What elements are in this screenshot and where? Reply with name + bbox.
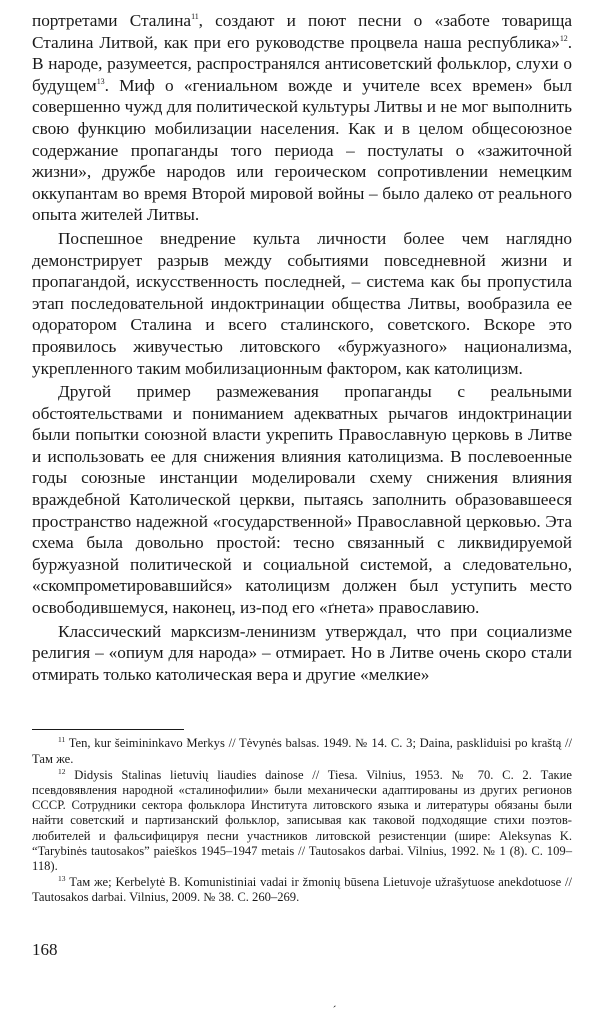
paragraph	[32, 381, 572, 619]
footnote-number: 11	[58, 735, 66, 745]
footnotes	[32, 736, 572, 905]
footnote-text: Ten, kur šeimininkavo Merkys // Tėvynės balsas. 1949. № 14. С. 3; Daina, paskliduisi po kraštą // Там же.	[32, 736, 572, 766]
footnote-ref: 13	[96, 76, 105, 86]
text-segment: , создают и поют песни о «заботе товарища Сталина Литвой, как при его руководстве процвела наша республика»	[32, 11, 572, 52]
page-content	[32, 10, 572, 906]
footnote-number: 13	[58, 874, 66, 884]
text-segment: Классический марксизм-ленинизм утверждал, что при социализме религия – «опиум для народа» – отмирает. Но в Литве очень скоро стали отмирать только католическая вера и другие «мелкие»	[32, 621, 572, 684]
body-text	[32, 10, 572, 685]
paragraph	[32, 228, 572, 379]
footnote	[32, 768, 572, 874]
footnote-ref: 12	[559, 33, 568, 43]
text-segment: портретами Сталина	[32, 11, 192, 30]
paragraph	[32, 10, 572, 226]
footnote	[32, 875, 572, 905]
text-segment: Другой пример размежевания пропаганды с реальными обстоятельствами и пониманием адекватных рычагов индоктринации были попытки союзной власти укрепить Православную церковь в Литве и использовать ее для снижения влияния католицизма. В послевоенные годы союзные инстанции моделировали схему снижения влияния враждебной Католической церкви, пытаясь заполнить образовавшееся пространство надежной «государственной» Православной церковью. Эта схема была довольно простой: тесно связанный с ликвидируемой буржуазной политической и социальной системой, а следовательно, «скомпрометировавшийся» католицизм должен был уступить место освободившемуся, наконец, из-под его «ґнета» православию.	[32, 382, 572, 618]
paragraph	[32, 621, 572, 686]
text-segment: . В народе, разумеется, распространялся антисоветский фольклор, слухи о будущем	[32, 32, 572, 95]
text-segment: Поспешное внедрение культа личности более чем наглядно демонстрирует разрыв между событиями повседневной жизни и пропагандой, искусственность последней, – система как бы пропустила этап последовательной индоктринации общества Литвы, вообразила ее одоратором Сталина и всего сталинского, советского. Вскоре это проявилось живучестью литовского «буржуазного» национализма, укрепленного таким мобилизационным фактором, как католицизм.	[32, 228, 572, 378]
footnote	[32, 736, 572, 766]
footnote-divider	[32, 729, 184, 730]
footnote-ref: 11	[191, 12, 199, 21]
footnote-number: 12	[58, 766, 66, 776]
page-number: 168	[32, 940, 58, 959]
text-segment: . Миф о «гениальном вожде и учителе всех времен» был совершенно чужд для политической культуры Литвы и не мог выполнить свою функцию мобилизации населения. Как и в целом общесоюзное содержание пропаганды того периода – постулаты о «зажиточной жизни», дружбе народов или героическом сопротивлении немецким оккупантам во время Второй мировой войны – было далеко от реального опыта жителей Литвы.	[32, 75, 572, 225]
footnote-text: Там же; Kerbelytė B. Komunistiniai vadai ir žmonių būsena Lietuvoje užrašytuose anekdotuose // Tautosakos darbai. Vilnius, 2009. № 38. С. 260–269.	[32, 875, 572, 905]
footnote-text: Didysis Stalinas lietuvių liaudies dainose // Tiesa. Vilnius, 1953. № 70. С. 2. Такие псевдовявления народной «сталинофилии» были механически адаптированы из других регионов СССР. Сотрудники сектора фольклора Института литовского языка и литературы обязаны были найти советский и партизанский фольклор, записывая как таковой подходящие стихи поэтов-любителей и фальсифицируя песни участников литовской резистенции (шире: Aleksynas K. “Tarybinės tautosakos” paieškos 1945–1947 metais // Tautosakos darbai. Vilnius, 1992. № 1 (8). С. 109–118).	[32, 767, 572, 874]
